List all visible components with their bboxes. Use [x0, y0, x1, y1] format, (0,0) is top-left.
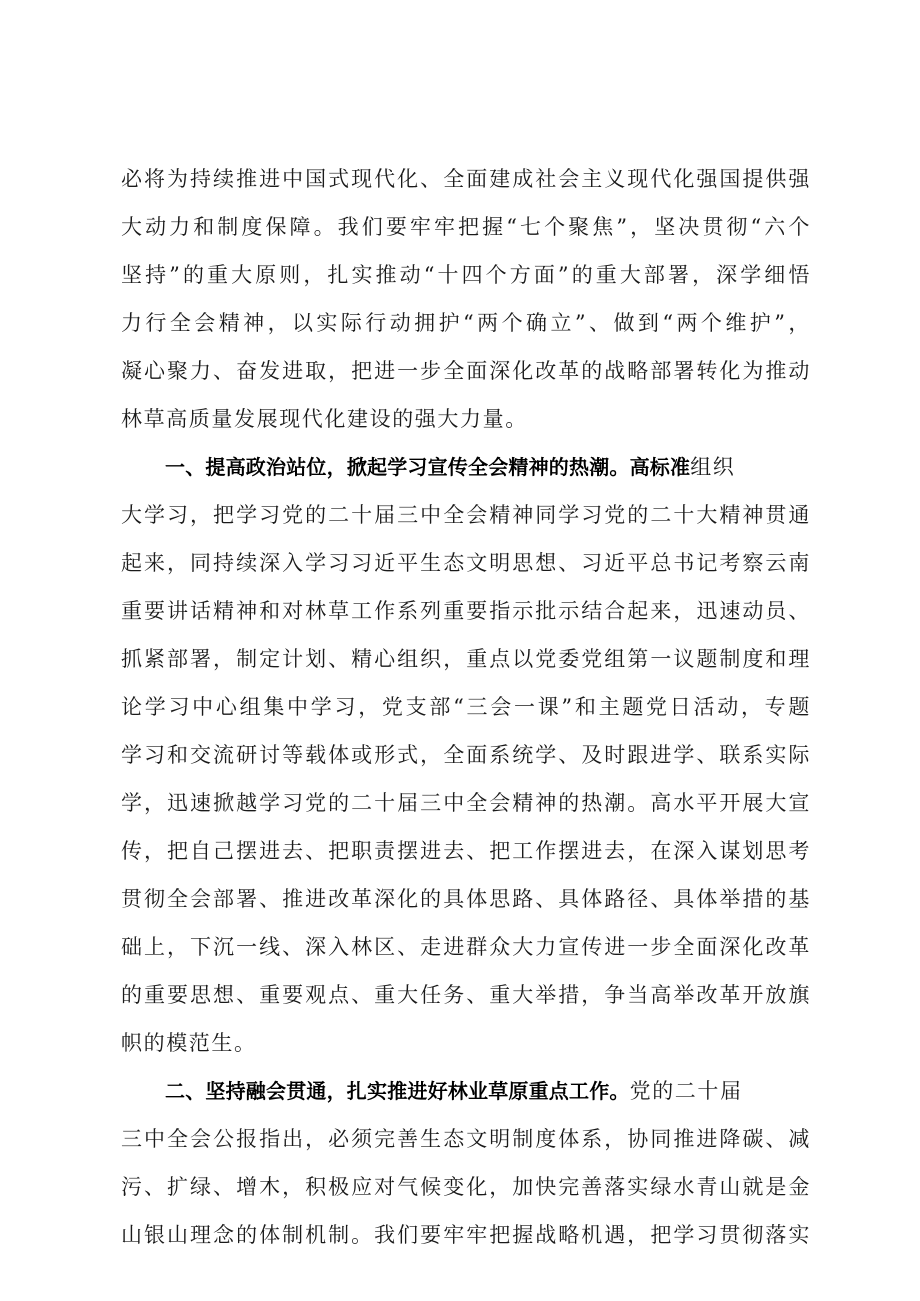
paragraph-2: [121, 443, 811, 1067]
paragraph-line: 贯彻全会部署、推进改革深化的具体思路、具体路径、具体举措的基: [121, 887, 811, 911]
paragraph-line: 坚持”的重大原则，扎实推动“十四个方面”的重大部署，深学细悟: [121, 263, 811, 287]
paragraph-line: 学，迅速掀越学习党的二十届三中全会精神的热潮。高水平开展大宣: [121, 791, 811, 815]
paragraph-line: 论学习中心组集中学习，党支部“三会一课”和主题党日活动，专题: [121, 695, 811, 719]
paragraph-line: 污、扩绿、增木，积极应对气候变化，加快完善落实绿水青山就是金: [121, 1175, 811, 1199]
paragraph-line: 帜的模范生。: [121, 1031, 257, 1055]
paragraph-text: 组织: [690, 455, 736, 479]
paragraph-line: 凝心聚力、奋发进取，把进一步全面深化改革的战略部署转化为推动: [121, 359, 811, 383]
paragraph-3: [121, 1067, 811, 1259]
paragraph-line: 林草高质量发展现代化建设的强大力量。: [121, 407, 528, 431]
paragraph-line: 大动力和制度保障。我们要牢牢把握“七个聚焦”，坚决贯彻“六个: [121, 215, 811, 239]
paragraph-first-line: [121, 1067, 811, 1115]
paragraph-1: [121, 155, 811, 443]
paragraph-line: 的重要思想、重要观点、重大任务、重大举措，争当高举改革开放旗: [121, 983, 811, 1007]
paragraph-line: 础上，下沉一线、深入林区、走进群众大力宣传进一步全面深化改革: [121, 935, 811, 959]
paragraph-line: 传，把自己摆进去、把职责摆进去、把工作摆进去，在深入谋划思考: [121, 839, 811, 863]
paragraph-line: 力行全会精神，以实际行动拥护“两个确立”、做到“两个维护”，: [121, 311, 811, 335]
section-heading: 二、坚持融会贯通，扎实推进好林业草原重点工作。: [165, 1079, 630, 1103]
paragraph-line: 大学习，把学习党的二十届三中全会精神同学习党的二十大精神贯通: [121, 503, 811, 527]
paragraph-text: 党的二十届: [629, 1079, 743, 1103]
paragraph-line: 必将为持续推进中国式现代化、全面建成社会主义现代化强国提供强: [121, 167, 811, 191]
paragraph-line: 重要讲话精神和对林草工作系列重要指示批示结合起来，迅速动员、: [121, 599, 811, 623]
paragraph-line: 抓紧部署，制定计划、精心组织，重点以党委党组第一议题制度和理: [121, 647, 811, 671]
paragraph-line: 山银山理念的体制机制。我们要牢牢把握战略机遇，把学习贯彻落实: [121, 1223, 811, 1247]
paragraph-line: 三中全会公报指出，必须完善生态文明制度体系，协同推进降碳、减: [121, 1127, 811, 1151]
section-heading: 一、提高政治站位，掀起学习宣传全会精神的热潮。高标准: [165, 455, 691, 479]
paragraph-line: 学习和交流研讨等载体或形式，全面系统学、及时跟进学、联系实际: [121, 743, 811, 767]
paragraph-line: 起来，同持续深入学习习近平生态文明思想、习近平总书记考察云南: [121, 551, 811, 575]
paragraph-first-line: [121, 443, 811, 491]
